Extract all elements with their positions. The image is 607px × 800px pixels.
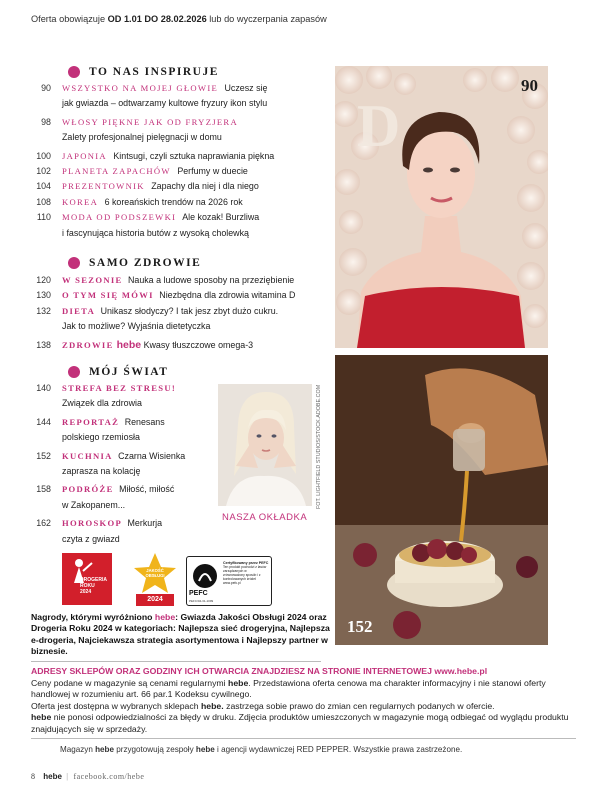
cover-label: NASZA OKŁADKA	[222, 512, 308, 523]
page-number: 158	[36, 484, 51, 495]
toc-entry[interactable]	[31, 195, 331, 210]
hebe-brand: hebe	[95, 745, 114, 754]
entry-keyword: HOROSKOP	[62, 518, 123, 529]
info-paragraph	[31, 712, 576, 735]
page-number: 8	[31, 772, 35, 781]
page-number-label: 152	[347, 617, 373, 636]
entry-text: Zapachy dla niej i dla niego	[151, 181, 259, 192]
offer-suffix: lub do wyczerpania zapasów	[206, 14, 327, 24]
offer-dates: OD 1.01 DO 28.02.2026	[107, 14, 207, 24]
pefc-logo-text: PEFC	[189, 590, 208, 597]
cover-image[interactable]	[218, 384, 312, 506]
svg-text:D: D	[357, 93, 401, 159]
entry-keyword: KUCHNIA	[62, 450, 113, 461]
entry-text: Perfumy w duecie	[177, 166, 248, 177]
entry-text: Niezbędna dla zdrowia witamina D	[159, 290, 296, 301]
note-text: przygotowują zespoły	[114, 745, 196, 754]
toc-entry[interactable]	[31, 338, 331, 353]
toc-entry[interactable]	[31, 149, 331, 164]
awards-prefix: Nagrody, którymi wyróżniono	[31, 612, 155, 622]
cover-portrait-illustration	[218, 384, 312, 506]
toc-entry-continued	[31, 430, 216, 445]
toc-entry-continued	[31, 464, 216, 479]
toc-entry[interactable]	[31, 81, 331, 96]
toc-entry[interactable]	[31, 164, 331, 179]
toc-entry[interactable]	[31, 415, 216, 430]
section-title: SAMO ZDROWIE	[89, 257, 202, 269]
toc-entry-continued	[31, 226, 331, 241]
hebe-logo-text: hebe	[116, 338, 142, 351]
page-number: 100	[36, 150, 51, 161]
toc-entry-continued	[31, 96, 331, 111]
entry-text: jak gwiazda – odtwarzamy kultowe fryzury ikon stylu	[62, 98, 268, 109]
page-number: 108	[36, 196, 51, 207]
entry-keyword: STREFA BEZ STRESU!	[62, 383, 176, 393]
entry-text: Uczesz się	[224, 83, 268, 93]
toc-entry[interactable]	[31, 288, 331, 303]
toc-entry-continued	[31, 532, 216, 547]
toc-entry[interactable]	[31, 381, 216, 396]
entry-text: Zalety profesjonalnej pielęgnacji w domu	[62, 132, 222, 143]
photo-credit: FOT. LIGHTFIELD STUDIOS/STOCK.ADOBE.COM	[316, 384, 322, 509]
badge-line: ROKU	[80, 583, 95, 589]
section-title: TO NAS INSPIRUJE	[89, 66, 219, 78]
divider	[31, 738, 576, 739]
info-text: nie ponosi odpowiedzialności za błędy w druku. Zdjęcia produktów umieszczonych w magazynie mogą odbiegać od wyglądu produktu znajdujących się w sprzedaży.	[31, 712, 569, 734]
page-number: 130	[36, 290, 51, 301]
info-block	[31, 666, 576, 736]
entry-text: Czarna Wisienka	[118, 450, 186, 461]
page-number: 162	[36, 518, 51, 529]
divider	[31, 661, 321, 662]
jakosc-text	[141, 568, 169, 578]
page-number: 102	[36, 166, 51, 177]
offer-prefix: Oferta obowiązuje	[31, 14, 108, 24]
entry-text: polskiego rzemiosła	[62, 432, 140, 443]
entry-keyword: PLANETA ZAPACHÓW	[62, 166, 171, 177]
entry-keyword: REPORTAŻ	[62, 416, 120, 427]
page-number: 98	[41, 116, 51, 127]
hebe-brand: hebe	[195, 745, 215, 754]
section-header-inspiruje	[68, 66, 219, 78]
entry-keyword: KOREA	[62, 196, 99, 207]
hebe-logo-text: hebe	[154, 612, 176, 622]
entry-keyword: O TYM SIĘ MÓWI	[62, 290, 154, 301]
toc-entry[interactable]	[31, 449, 216, 464]
entry-keyword: PREZENTOWNIK	[62, 181, 145, 192]
page-number: 152	[36, 450, 51, 461]
info-text: Ceny podane w magazynie są cenami regularnymi	[31, 677, 229, 688]
hebe-brand: hebe.	[200, 700, 224, 711]
page-number: 110	[36, 212, 51, 223]
page-number: 138	[36, 339, 51, 350]
toc-entry[interactable]	[31, 516, 216, 531]
entry-text: Ale kozak! Burzliwa	[182, 212, 260, 223]
pefc-tree-icon	[191, 563, 219, 589]
entry-text: Merkurja	[127, 518, 163, 529]
toc-entry[interactable]	[31, 273, 331, 288]
toc-list-moj-swiat	[31, 381, 216, 547]
entry-text: Związek dla zdrowia	[62, 398, 142, 409]
toc-entry-continued	[31, 498, 216, 513]
facebook-link[interactable]: facebook.com/hebe	[73, 772, 145, 781]
section-header-moj-swiat	[68, 366, 168, 378]
toc-entry-continued	[31, 319, 331, 334]
entry-keyword: WŁOSY PIĘKNE JAK OD FRYZJERA	[62, 116, 238, 127]
celebrity-portrait-illustration	[335, 66, 548, 348]
badge-line: OBSŁUGI	[145, 573, 165, 578]
page-number: 132	[36, 305, 51, 316]
separator: |	[66, 772, 69, 781]
bullet-dot	[68, 66, 80, 78]
badge-line: JAKOŚĆ	[146, 568, 164, 573]
pefc-code: PEFC/04-31-1099	[189, 599, 214, 603]
entry-keyword: PODRÓŻE	[62, 484, 114, 495]
offer-line	[31, 14, 327, 24]
info-paragraph	[31, 701, 576, 713]
copyright-note	[60, 745, 462, 754]
hebe-brand: hebe	[31, 712, 52, 723]
entry-keyword: ZDROWIE	[62, 339, 114, 350]
entry-text: Renesans	[124, 416, 165, 427]
drogeria-roku-badge	[62, 553, 112, 605]
food-photo[interactable]	[335, 355, 548, 645]
toc-entry-continued	[31, 130, 331, 145]
badge-line: DROGERIA	[80, 577, 107, 583]
entry-text: i fascynująca historia butów z wysoką cholewką	[62, 227, 249, 238]
page-number-label: 90	[521, 76, 538, 95]
pefc-certificate	[186, 556, 272, 606]
toc-entry[interactable]	[31, 179, 331, 194]
hebe-brand: hebe	[228, 677, 249, 688]
entry-text: Unikasz słodyczy? I tak jesz zbyt dużo cukru.	[100, 305, 279, 316]
note-text: i agencji wydawniczej RED PEPPER. Wszystkie prawa zastrzeżone.	[214, 745, 463, 754]
page-number: 144	[36, 416, 51, 427]
bullet-dot	[68, 366, 80, 378]
toc-list-inspiruje	[31, 81, 331, 241]
info-text: . Przedstawiona oferta cenowa ma charakter informacyjny i nie stanowi oferty handlowej w rozumieniu art. 66 par.1 Kodeksu cywilnego.	[31, 677, 546, 700]
drogeria-roku-text	[80, 577, 107, 595]
stores-headline[interactable]: ADRESY SKLEPÓW ORAZ GODZINY ICH OTWARCIA ZNAJDZIESZ NA STRONIE INTERNETOWEJ www.hebe.pl	[31, 666, 488, 676]
food-illustration	[335, 355, 548, 645]
entry-keyword: DIETA	[62, 305, 96, 316]
page-footer	[31, 772, 144, 781]
toc-entry[interactable]	[31, 115, 331, 130]
pefc-site: www.pefc.pl	[223, 581, 241, 585]
entry-keyword: JAPONIA	[62, 150, 107, 161]
jakosc-obslugi-badge	[132, 552, 178, 607]
page-number: 90	[41, 83, 51, 93]
awards-text	[31, 612, 331, 658]
entry-text: czyta z gwiazd	[62, 533, 120, 544]
entry-text: Kwasy tłuszczowe omega-3	[143, 339, 254, 350]
badge-line: 2024	[80, 589, 92, 595]
entry-text: w Zakopanem...	[62, 499, 126, 510]
entry-text: 6 koreańskich trendów na 2026 rok	[104, 196, 243, 207]
info-text: Oferta jest dostępna w wybranych sklepach	[31, 700, 201, 711]
entry-text: Kintsugi, czyli sztuka naprawiania piękna	[113, 150, 275, 161]
toc-entry[interactable]	[31, 482, 216, 497]
note-text: Magazyn	[60, 745, 96, 754]
celebrity-photo[interactable]	[335, 66, 548, 348]
page-number: 104	[36, 181, 51, 192]
entry-keyword: W SEZONIE	[62, 275, 123, 285]
toc-entry[interactable]	[31, 210, 331, 225]
hebe-logo-text: hebe	[43, 772, 62, 781]
entry-keyword: WSZYSTKO NA MOJEJ GŁOWIE	[62, 83, 219, 93]
page-number: 140	[36, 383, 51, 393]
entry-text: Nauka a ludowe sposoby na przeziębienie	[127, 275, 295, 285]
entry-keyword: MODA OD PODSZEWKI	[62, 212, 177, 223]
info-text: zastrzega sobie prawo do zmian cen regularnych podanych w ofercie.	[223, 700, 495, 711]
entry-text: Miłość, miłość	[119, 484, 175, 495]
entry-text: zaprasza na kolację	[62, 466, 141, 477]
pefc-body: Ten produkt pochodzi z lasów zarządzanych w zrównoważony sposób i z kontrolowanych źródeł	[223, 565, 267, 581]
toc-entry[interactable]	[31, 304, 331, 319]
page-number: 120	[36, 275, 51, 285]
pefc-text	[223, 561, 269, 585]
info-paragraph	[31, 678, 576, 701]
entry-text: Jak to możliwe? Wyjaśnia dietetyczka	[62, 321, 211, 332]
section-title: MÓJ ŚWIAT	[89, 366, 169, 378]
toc-list-zdrowie	[31, 273, 331, 353]
toc-entry-continued	[31, 396, 216, 411]
section-header-zdrowie	[68, 257, 201, 269]
badge-year: 2024	[147, 596, 163, 603]
bullet-dot	[68, 257, 80, 269]
pefc-title: Certyfikowany przez PEFC	[223, 561, 269, 565]
awards-rest: : Gwiazda Jakości Obsługi 2024 oraz Drogeria Roku 2024 w kategoriach: Najlepsza sieć drogeryjna, Najlepsza e-drogeria, Najciekawsza strategia asortymentowa i Najlepszy partner w biznesie.	[31, 612, 330, 657]
